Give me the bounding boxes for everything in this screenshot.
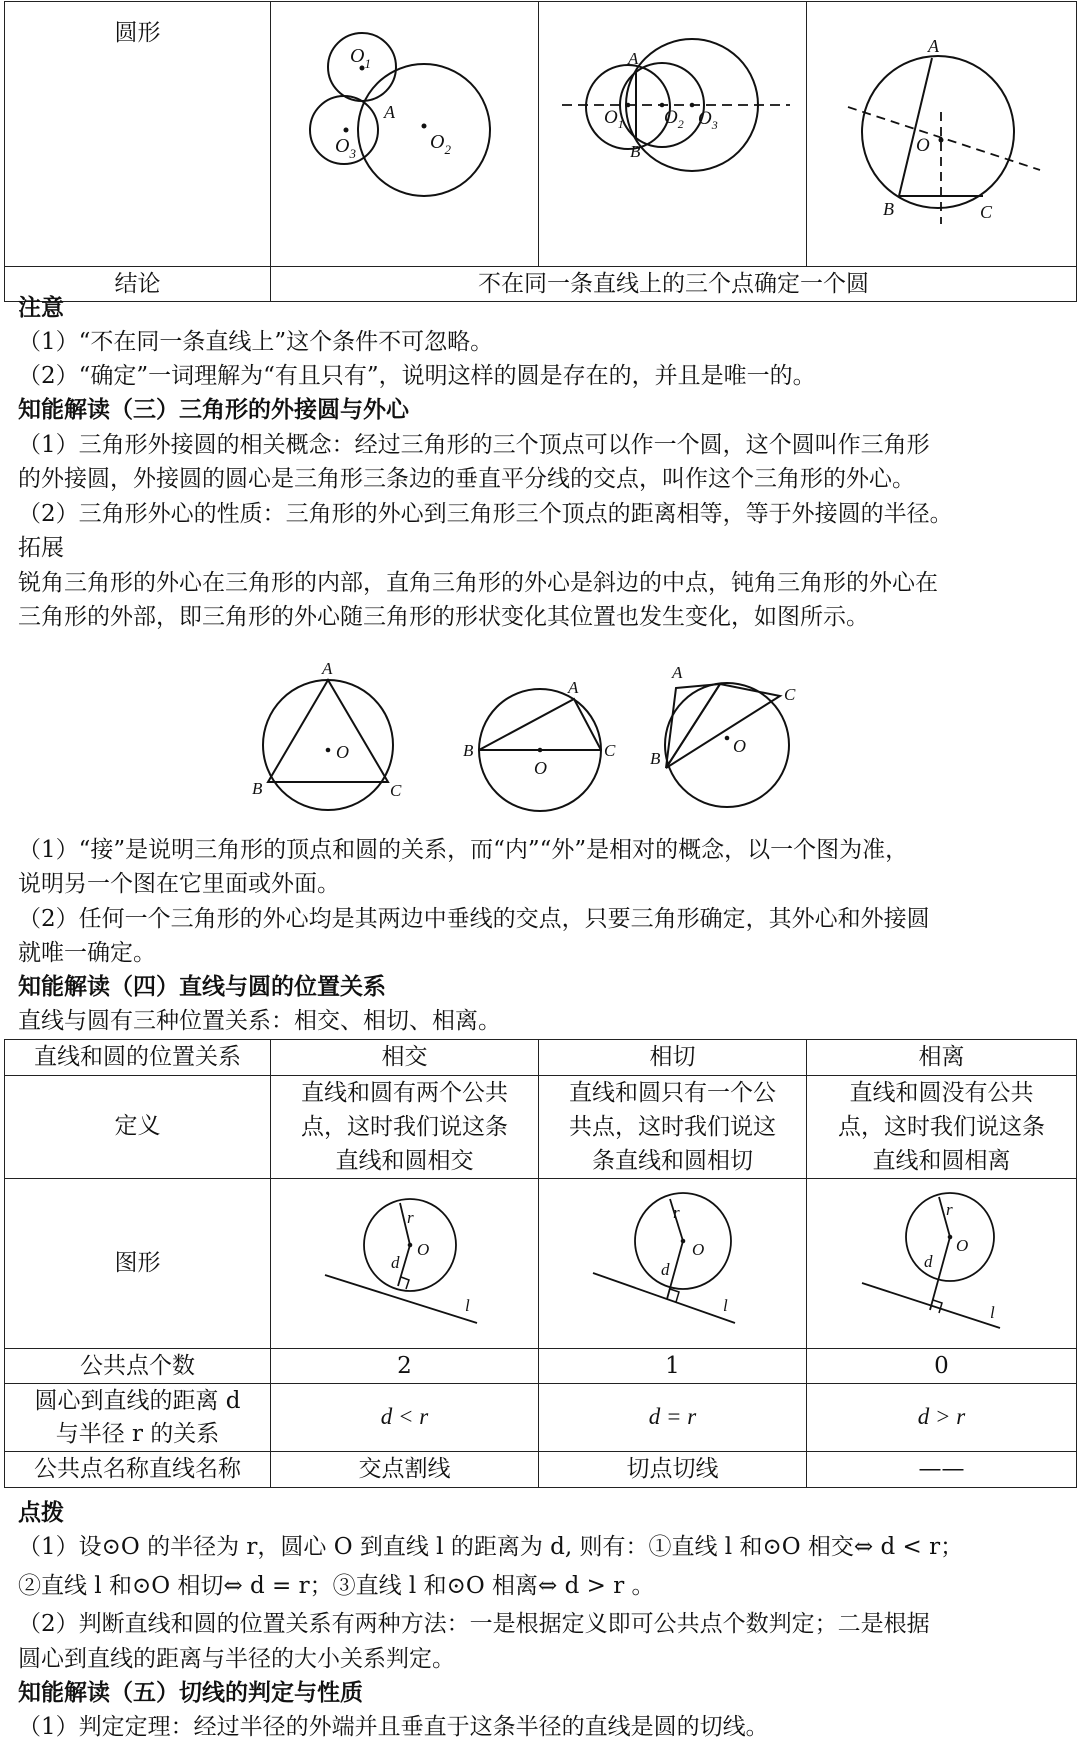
svg-text:O: O [915,135,930,156]
svg-text:B: B [882,199,894,219]
svg-text:O: O [534,758,547,778]
explain-1-line1: （1）“接”是说明三角形的顶点和圆的关系，而“内”“外”是相对的概念，以一个图为准， [18,837,909,863]
figure-cell-2 [539,2,807,267]
section4-heading: 知能解读（四）直线与圆的位置关系 [18,974,386,1000]
svg-text:O: O [416,1239,429,1259]
relation-separate: d > r [807,1384,1077,1452]
svg-text:O: O [733,736,746,756]
fig-separate-cell [807,1178,1077,1348]
def-intersect-l3: 直线和圆相交 [335,1147,474,1174]
svg-text:O: O [955,1235,968,1255]
svg-text:d: d [390,1252,399,1272]
svg-text:B: B [252,779,263,798]
svg-text:O1: $O_1$ [603,107,624,131]
def-intersect-l1: 直线和圆有两个公共 [301,1079,508,1106]
svg-text:d: d [923,1251,932,1271]
explain-2-line2: 就唯一确定。 [18,940,156,966]
def-tangent-l3: 条直线和圆相切 [592,1147,753,1174]
def-intersect-l2: 点，这时我们说这条 [301,1113,508,1140]
section3-p1-line1: （1）三角形外接圆的相关概念：经过三角形的三个顶点可以作一个圆，这个圆叫作三角形 [18,432,930,458]
acute-triangle-figure [252,660,402,810]
fig-intersect [305,1183,505,1333]
right-triangle-figure [463,678,616,811]
row-label-shape-text: 圆形 [114,20,161,46]
figure-two-points-circles [272,2,538,255]
name-tangent: 切点切线 [539,1452,807,1488]
distance-label-l1: 圆心到直线的距离 d [34,1387,241,1414]
def-separate-l1: 直线和圆没有公共 [849,1079,1034,1106]
explain-2-line1: （2）任何一个三角形的外心均是其两边中垂线的交点，只要三角形确定，其外心和外接圆 [18,906,930,932]
header-relation: 直线和圆的位置关系 [5,1040,271,1076]
header-separate: 相离 [807,1040,1077,1076]
section3-p2: （2）三角形外心的性质：三角形的外心到三角形三个顶点的距离相等，等于外接圆的半径。 [18,501,953,527]
count-separate: 0 [807,1348,1077,1384]
figure-cell-1 [271,2,539,267]
svg-text:A: A [568,678,579,697]
svg-text:A: A [927,36,939,56]
header-intersect: 相交 [271,1040,539,1076]
def-separate-l3: 直线和圆相离 [872,1147,1011,1174]
svg-text:C: C [390,781,402,800]
svg-text:A: A [322,660,333,678]
three-points-table [4,1,1077,302]
svg-text:C: C [604,741,616,760]
extension-line1: 锐角三角形的外心在三角形的内部，直角三角形的外心是斜边的中点，钝角三角形的外心在 [18,570,938,596]
figure-two-points-many-circles [540,2,806,255]
section5-p1: （1）判定定理：经过半径的外端并且垂直于这条半径的直线是圆的切线。 [18,1714,769,1740]
fig-intersect-cell [271,1178,539,1348]
svg-text:l: l [464,1295,470,1315]
figure-three-points-circle [808,2,1076,255]
svg-text:B: B [463,741,474,760]
name-separate: —— [807,1452,1077,1488]
row-label-shape [5,2,271,267]
tip-2-line2: 圆心到直线的距离与半径的大小关系判定。 [18,1646,455,1672]
tip-2-line1: （2）判断直线和圆的位置关系有两种方法：一是根据定义即可公共点个数判定；二是根据 [18,1611,930,1637]
section3-p1-line2: 的外接圆，外接圆的圆心是三角形三条边的垂直平分线的交点，叫作这个三角形的外心。 [18,466,915,492]
svg-text:l: l [722,1295,728,1315]
figure-cell-3 [807,2,1077,267]
name-label: 公共点名称直线名称 [5,1452,271,1488]
svg-text:O2: $O_2$ [663,107,684,131]
svg-text:r: r [672,1202,680,1222]
tips-heading: 点拨 [18,1500,64,1526]
note-1: （1）“不在同一条直线上”这个条件不可忽略。 [18,329,494,355]
explain-1-line2: 说明另一个图在它里面或外面。 [18,871,340,897]
count-tangent: 1 [539,1348,807,1384]
svg-text:A: A [383,102,395,122]
obtuse-triangle-figure [650,663,796,807]
fig-tangent-cell [539,1178,807,1348]
svg-text:O3: $O_3$ [334,135,356,161]
def-intersect [271,1075,539,1178]
def-tangent-l2: 共点，这时我们说这 [569,1113,776,1140]
note-2: （2）“确定”一词理解为“有且只有”，说明这样的圆是存在的，并且是唯一的。 [18,363,816,389]
fig-label: 图形 [5,1178,271,1348]
count-label: 公共点个数 [5,1348,271,1384]
section4-intro: 直线与圆有三种位置关系：相交、相切、相离。 [18,1008,501,1034]
def-tangent-l1: 直线和圆只有一个公 [569,1079,776,1106]
svg-text:O: O [691,1239,704,1259]
svg-text:r: r [406,1207,414,1227]
distance-label-l2: 与半径 r 的关系 [55,1420,220,1447]
svg-text:O2: $O_2$ [429,131,451,157]
svg-text:l: l [989,1302,995,1322]
row-label-conclusion: 结论 [5,266,271,302]
line-circle-table [4,1039,1077,1488]
svg-text:C: C [784,685,796,704]
relation-intersect: d < r [271,1384,539,1452]
svg-text:B: B [650,749,661,768]
conclusion-text: 不在同一条直线上的三个点确定一个圆 [271,266,1077,302]
section3-heading: 知能解读（三）三角形的外接圆与外心 [18,397,409,423]
notes-heading: 注意 [18,295,64,321]
tip-1-line1: （1）设⊙O 的半径为 r，圆心 O 到直线 l 的距离为 d, 则有：①直线 l 和⊙O 相交⇔ d < r； [18,1534,964,1560]
svg-text:B: B [629,142,640,161]
fig-tangent [573,1183,773,1333]
extension-line2: 三角形的外部，即三角形的外心随三角形的形状变化其位置也发生变化，如图所示。 [18,604,869,630]
name-intersect: 交点割线 [271,1452,539,1488]
relation-tangent: d = r [539,1384,807,1452]
section5-heading: 知能解读（五）切线的判定与性质 [18,1680,363,1706]
count-intersect: 2 [271,1348,539,1384]
def-label: 定义 [5,1075,271,1178]
svg-text:A: A [672,663,683,682]
def-separate-l2: 点，这时我们说这条 [838,1113,1045,1140]
svg-text:d: d [660,1259,669,1279]
circumcenter-figures [240,660,840,820]
def-tangent [539,1075,807,1178]
svg-text:A: A [627,49,638,68]
header-tangent: 相切 [539,1040,807,1076]
svg-text:r: r [945,1199,953,1219]
fig-separate [842,1183,1042,1333]
svg-text:O3: $O_3$ [697,108,718,132]
svg-text:O: O [336,742,349,762]
distance-label [5,1384,271,1452]
extension-heading: 拓展 [18,535,64,561]
tip-1-line2: ②直线 l 和⊙O 相切⇔ d = r；③直线 l 和⊙O 相离⇔ d > r 。 [18,1573,655,1599]
svg-text:O1: $O_1$ [349,45,371,71]
svg-text:C: C [979,202,992,222]
def-separate [807,1075,1077,1178]
